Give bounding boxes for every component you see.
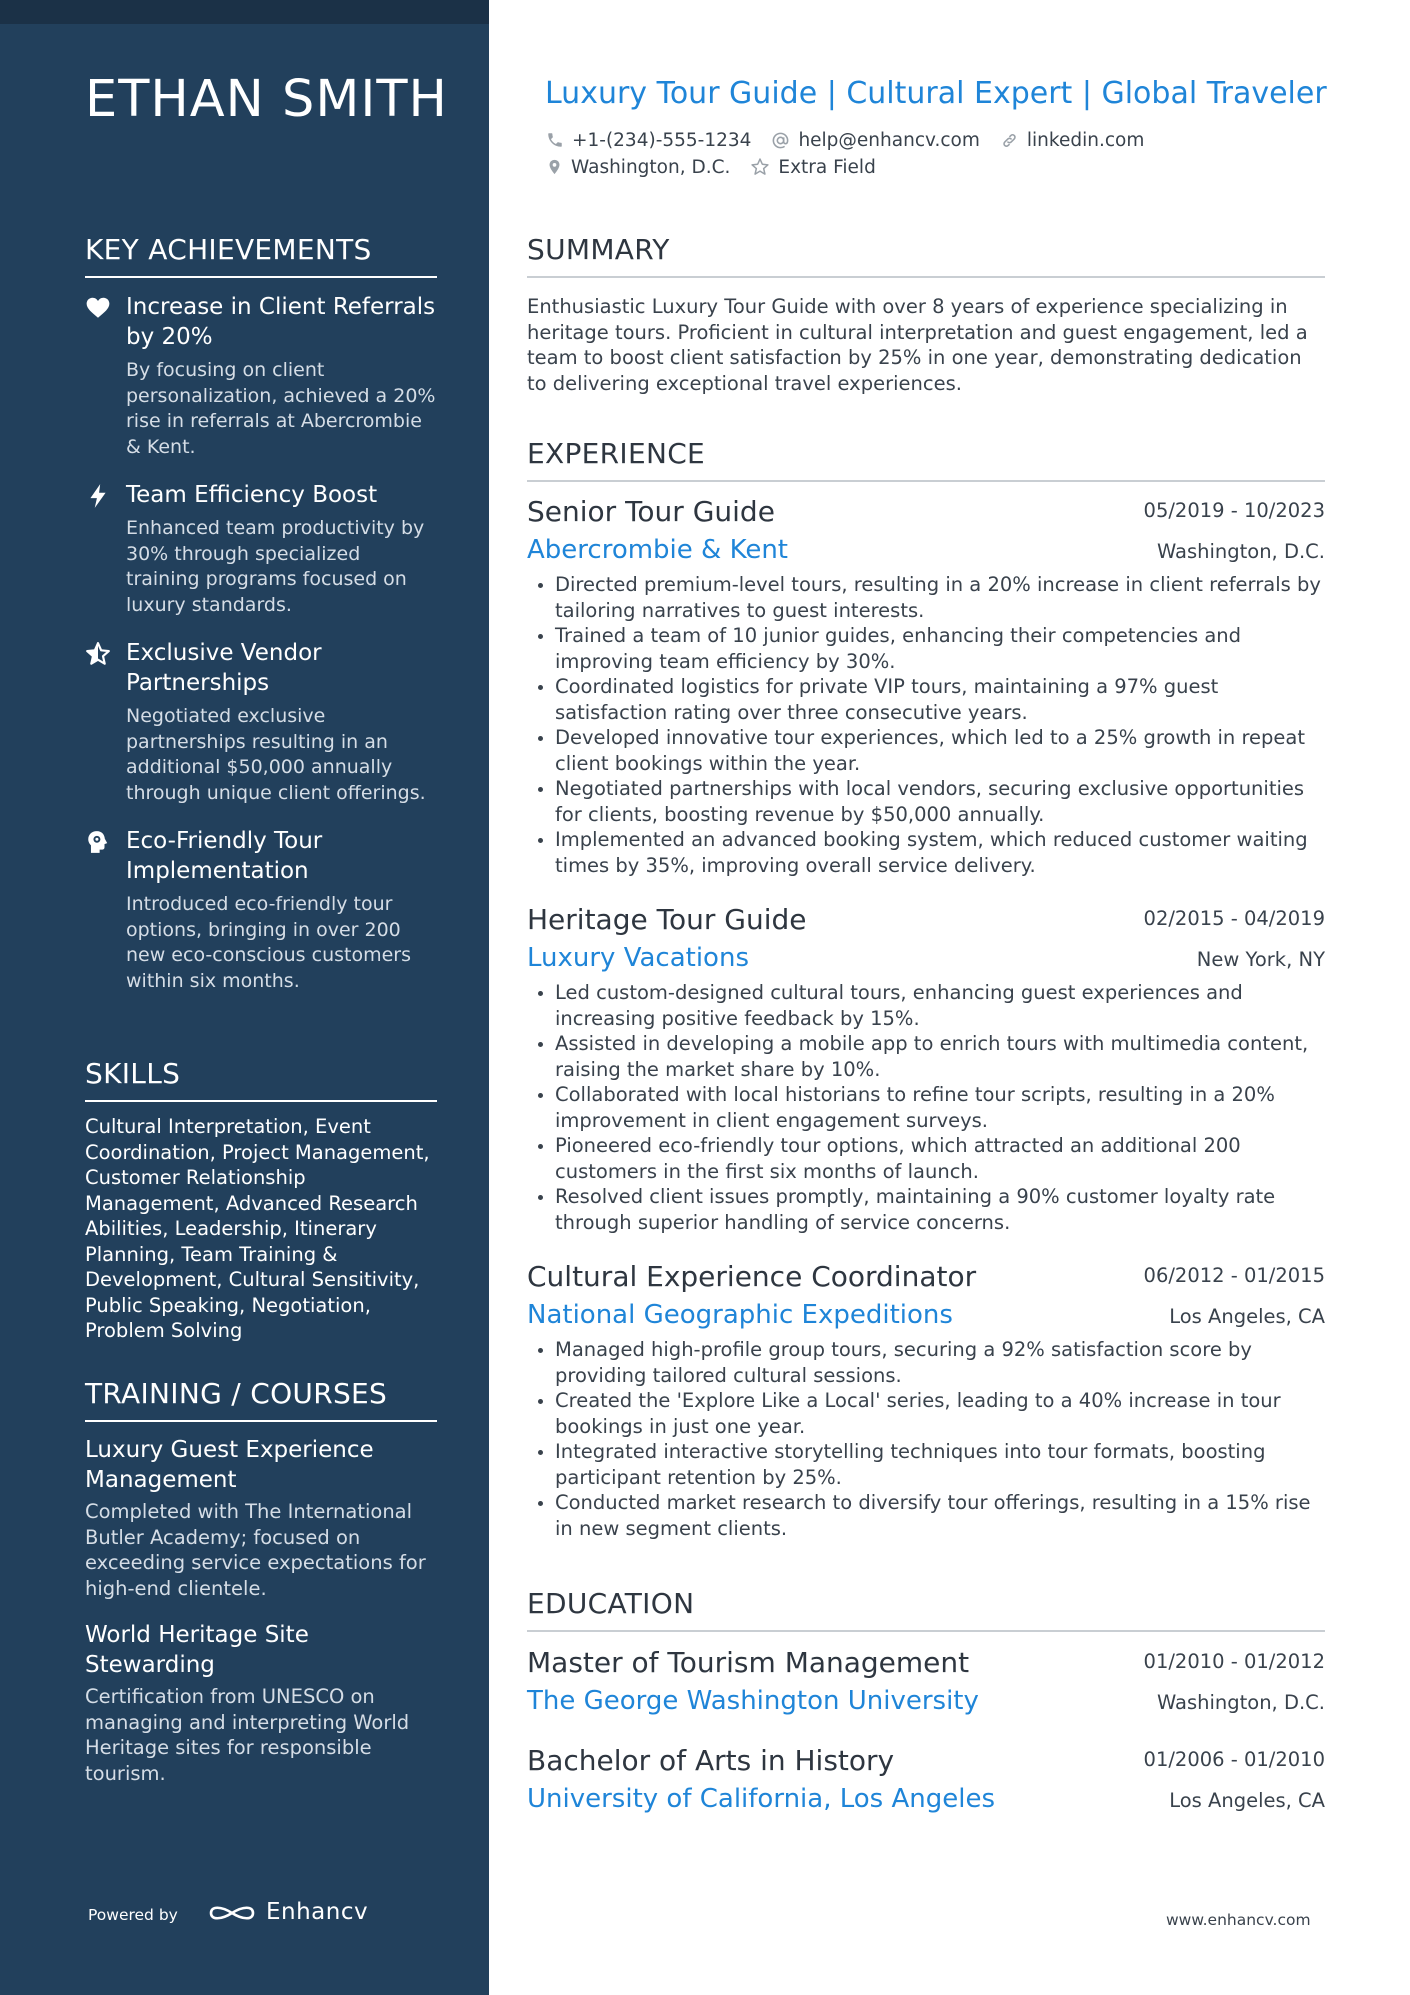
achievement-item: [85, 480, 437, 618]
email-text: help@enhancv.com: [798, 129, 980, 151]
course-desc: Completed with The International Butler Academy; focused on exceeding service expectations for high-end clientele.: [85, 1500, 426, 1600]
sidebar: [0, 0, 489, 1995]
education-entry: [527, 1744, 1325, 1822]
achievement-item: [85, 826, 437, 994]
key-achievements-section: [85, 233, 437, 994]
headline: Luxury Tour Guide | Cultural Expert | Global Traveler: [545, 76, 1327, 111]
contact-row: [546, 154, 896, 180]
job-location: Los Angeles, CA: [1169, 1305, 1325, 1328]
achievement-desc: Enhanced team productivity by 30% through specialized training programs focused on luxury standards.: [126, 517, 425, 616]
job-title: Cultural Experience Coordinator: [527, 1260, 977, 1293]
job-bullets: [527, 572, 1325, 878]
education-dates: 01/2010 - 01/2012: [1143, 1650, 1325, 1673]
training-title: TRAINING / COURSES: [85, 1377, 437, 1422]
heart-icon: [85, 295, 111, 321]
bullet-item: Trained a team of 10 junior guides, enhancing their competencies and improving team efficiency by 30%.: [527, 623, 1325, 674]
bullet-item: Assisted in developing a mobile app to enrich tours with multimedia content, raising the market share by 10%.: [527, 1031, 1325, 1082]
extra-field-text: Extra Field: [778, 156, 876, 178]
bullet-item: Coordinated logistics for private VIP tours, maintaining a 97% guest satisfaction rating over three consecutive years.: [527, 674, 1325, 725]
school-name: The George Washington University: [527, 1686, 979, 1716]
powered-by-label: Powered by: [88, 1906, 178, 1924]
school-name: University of California, Los Angeles: [527, 1784, 996, 1814]
achievement-item: [85, 292, 437, 460]
experience-title: EXPERIENCE: [527, 437, 1325, 482]
bullet-item: Resolved client issues promptly, maintaining a 90% customer loyalty rate through superior handling of service concerns.: [527, 1184, 1325, 1235]
contact-link[interactable]: [1000, 130, 1144, 151]
candidate-name: ETHAN SMITH: [85, 70, 448, 129]
bullet-item: Directed premium-level tours, resulting in a 20% increase in client referrals by tailoring narratives to guest interests.: [527, 572, 1325, 623]
achievement-title: Eco-Friendly Tour Implementation: [126, 828, 323, 884]
star-outline-icon: [750, 157, 770, 177]
job-company: National Geographic Expeditions: [527, 1300, 953, 1330]
job-entry: [527, 1260, 1325, 1541]
achievement-desc: Introduced eco-friendly tour options, bringing in over 200 new eco-conscious customers within six months.: [126, 893, 411, 992]
bullet-item: Led custom-designed cultural tours, enhancing guest experiences and increasing positive feedback by 15%.: [527, 980, 1325, 1031]
link-text: linkedin.com: [1026, 129, 1145, 151]
course-item: [85, 1435, 437, 1601]
education-dates: 01/2006 - 01/2010: [1143, 1748, 1325, 1771]
achievement-title: Team Efficiency Boost: [126, 482, 378, 508]
education-location: Washington, D.C.: [1156, 1691, 1325, 1714]
degree-title: Master of Tourism Management: [527, 1646, 970, 1679]
location-text: Washington, D.C.: [571, 156, 731, 178]
course-desc: Certification from UNESCO on managing and interpreting World Heritage sites for responsible tourism.: [85, 1685, 410, 1785]
skills-list: Cultural Interpretation, Event Coordination, Project Management, Customer Relationship Management, Advanced Research Abilities, Leadership, Itinerary Planning, Team Training & Development, Cultural Sensitivity, Public Speaking, Negotiation, Problem Solving: [85, 1115, 430, 1342]
job-bullets: [527, 1337, 1325, 1541]
bullet-item: Implemented an advanced booking system, which reduced customer waiting times by 35%, improving overall service delivery.: [527, 827, 1325, 878]
brand-name: Enhancv: [266, 1899, 369, 1925]
summary-title: SUMMARY: [527, 233, 1325, 278]
enhancv-logo-icon: [207, 1900, 257, 1926]
education-location: Los Angeles, CA: [1169, 1789, 1325, 1812]
footer-url[interactable]: www.enhancv.com: [1166, 1911, 1311, 1929]
job-bullets: [527, 980, 1325, 1235]
location-pin-icon: [546, 157, 563, 177]
skills-title: SKILLS: [85, 1057, 437, 1102]
bullet-item: Developed innovative tour experiences, which led to a 25% growth in repeat client bookings within the year.: [527, 725, 1325, 776]
course-item: [85, 1620, 437, 1786]
achievement-title: Increase in Client Referrals by 20%: [126, 294, 436, 350]
contact-location: [546, 157, 730, 178]
job-entry: [527, 495, 1325, 878]
job-title: Senior Tour Guide: [527, 495, 775, 528]
job-title: Heritage Tour Guide: [527, 903, 807, 936]
link-icon: [1000, 131, 1019, 150]
bullet-item: Pioneered eco-friendly tour options, which attracted an additional 200 customers in the first six months of launch.: [527, 1133, 1325, 1184]
summary-text: Enthusiastic Luxury Tour Guide with over 8 years of experience specializing in heritage tours. Proficient in cultural interpretation and guest engagement, led a team to boost client satisfaction by 25% in one year, demonstrating dedication to delivering exceptional travel experiences.: [527, 295, 1308, 395]
course-title: Luxury Guest Experience Management: [85, 1437, 374, 1493]
education-entry: [527, 1646, 1325, 1724]
key-achievements-title: KEY ACHIEVEMENTS: [85, 233, 437, 278]
job-location: Washington, D.C.: [1156, 540, 1325, 563]
achievement-item: [85, 638, 437, 806]
head-idea-icon: [85, 829, 111, 855]
job-company: Luxury Vacations: [527, 943, 749, 973]
phone-text: +1-(234)-555-1234: [572, 129, 752, 151]
bullet-item: Collaborated with local historians to refine tour scripts, resulting in a 20% improvement in client engagement surveys.: [527, 1082, 1325, 1133]
contact-row: [546, 127, 1164, 153]
bullet-item: Created the 'Explore Like a Local' series, leading to a 40% increase in tour bookings in just one year.: [527, 1388, 1325, 1439]
skills-section: [85, 1057, 437, 1344]
job-dates: 06/2012 - 01/2015: [1143, 1264, 1325, 1287]
bullet-item: Managed high-profile group tours, securing a 92% satisfaction score by providing tailored cultural sessions.: [527, 1337, 1325, 1388]
achievement-title: Exclusive Vendor Partnerships: [126, 640, 322, 696]
education-title: EDUCATION: [527, 1587, 1325, 1632]
course-title: World Heritage Site Stewarding: [85, 1622, 309, 1678]
bolt-icon: [85, 483, 111, 509]
bullet-item: Integrated interactive storytelling techniques into tour formats, boosting participant retention by 25%.: [527, 1439, 1325, 1490]
job-location: New York, NY: [1196, 948, 1325, 971]
training-section: [85, 1377, 437, 1786]
achievement-desc: By focusing on client personalization, achieved a 20% rise in referrals at Abercrombie & Kent.: [126, 359, 436, 458]
job-entry: [527, 903, 1325, 1235]
contact-extra: [750, 157, 875, 178]
sidebar-top-bar: [0, 0, 489, 24]
job-dates: 02/2015 - 04/2019: [1143, 907, 1325, 930]
star-icon: [85, 641, 111, 667]
achievement-desc: Negotiated exclusive partnerships resulting in an additional $50,000 annually through unique client offerings.: [126, 705, 426, 804]
degree-title: Bachelor of Arts in History: [527, 1744, 895, 1777]
phone-icon: [546, 131, 564, 149]
bullet-item: Negotiated partnerships with local vendors, securing exclusive opportunities for clients, boosting revenue by $50,000 annually.: [527, 776, 1325, 827]
job-company: Abercrombie & Kent: [527, 535, 789, 565]
at-sign-icon: [771, 131, 790, 150]
bullet-item: Conducted market research to diversify tour offerings, resulting in a 15% rise in new segment clients.: [527, 1490, 1325, 1541]
job-dates: 05/2019 - 10/2023: [1143, 499, 1325, 522]
contact-phone[interactable]: [546, 130, 751, 151]
contact-email[interactable]: [771, 130, 979, 151]
